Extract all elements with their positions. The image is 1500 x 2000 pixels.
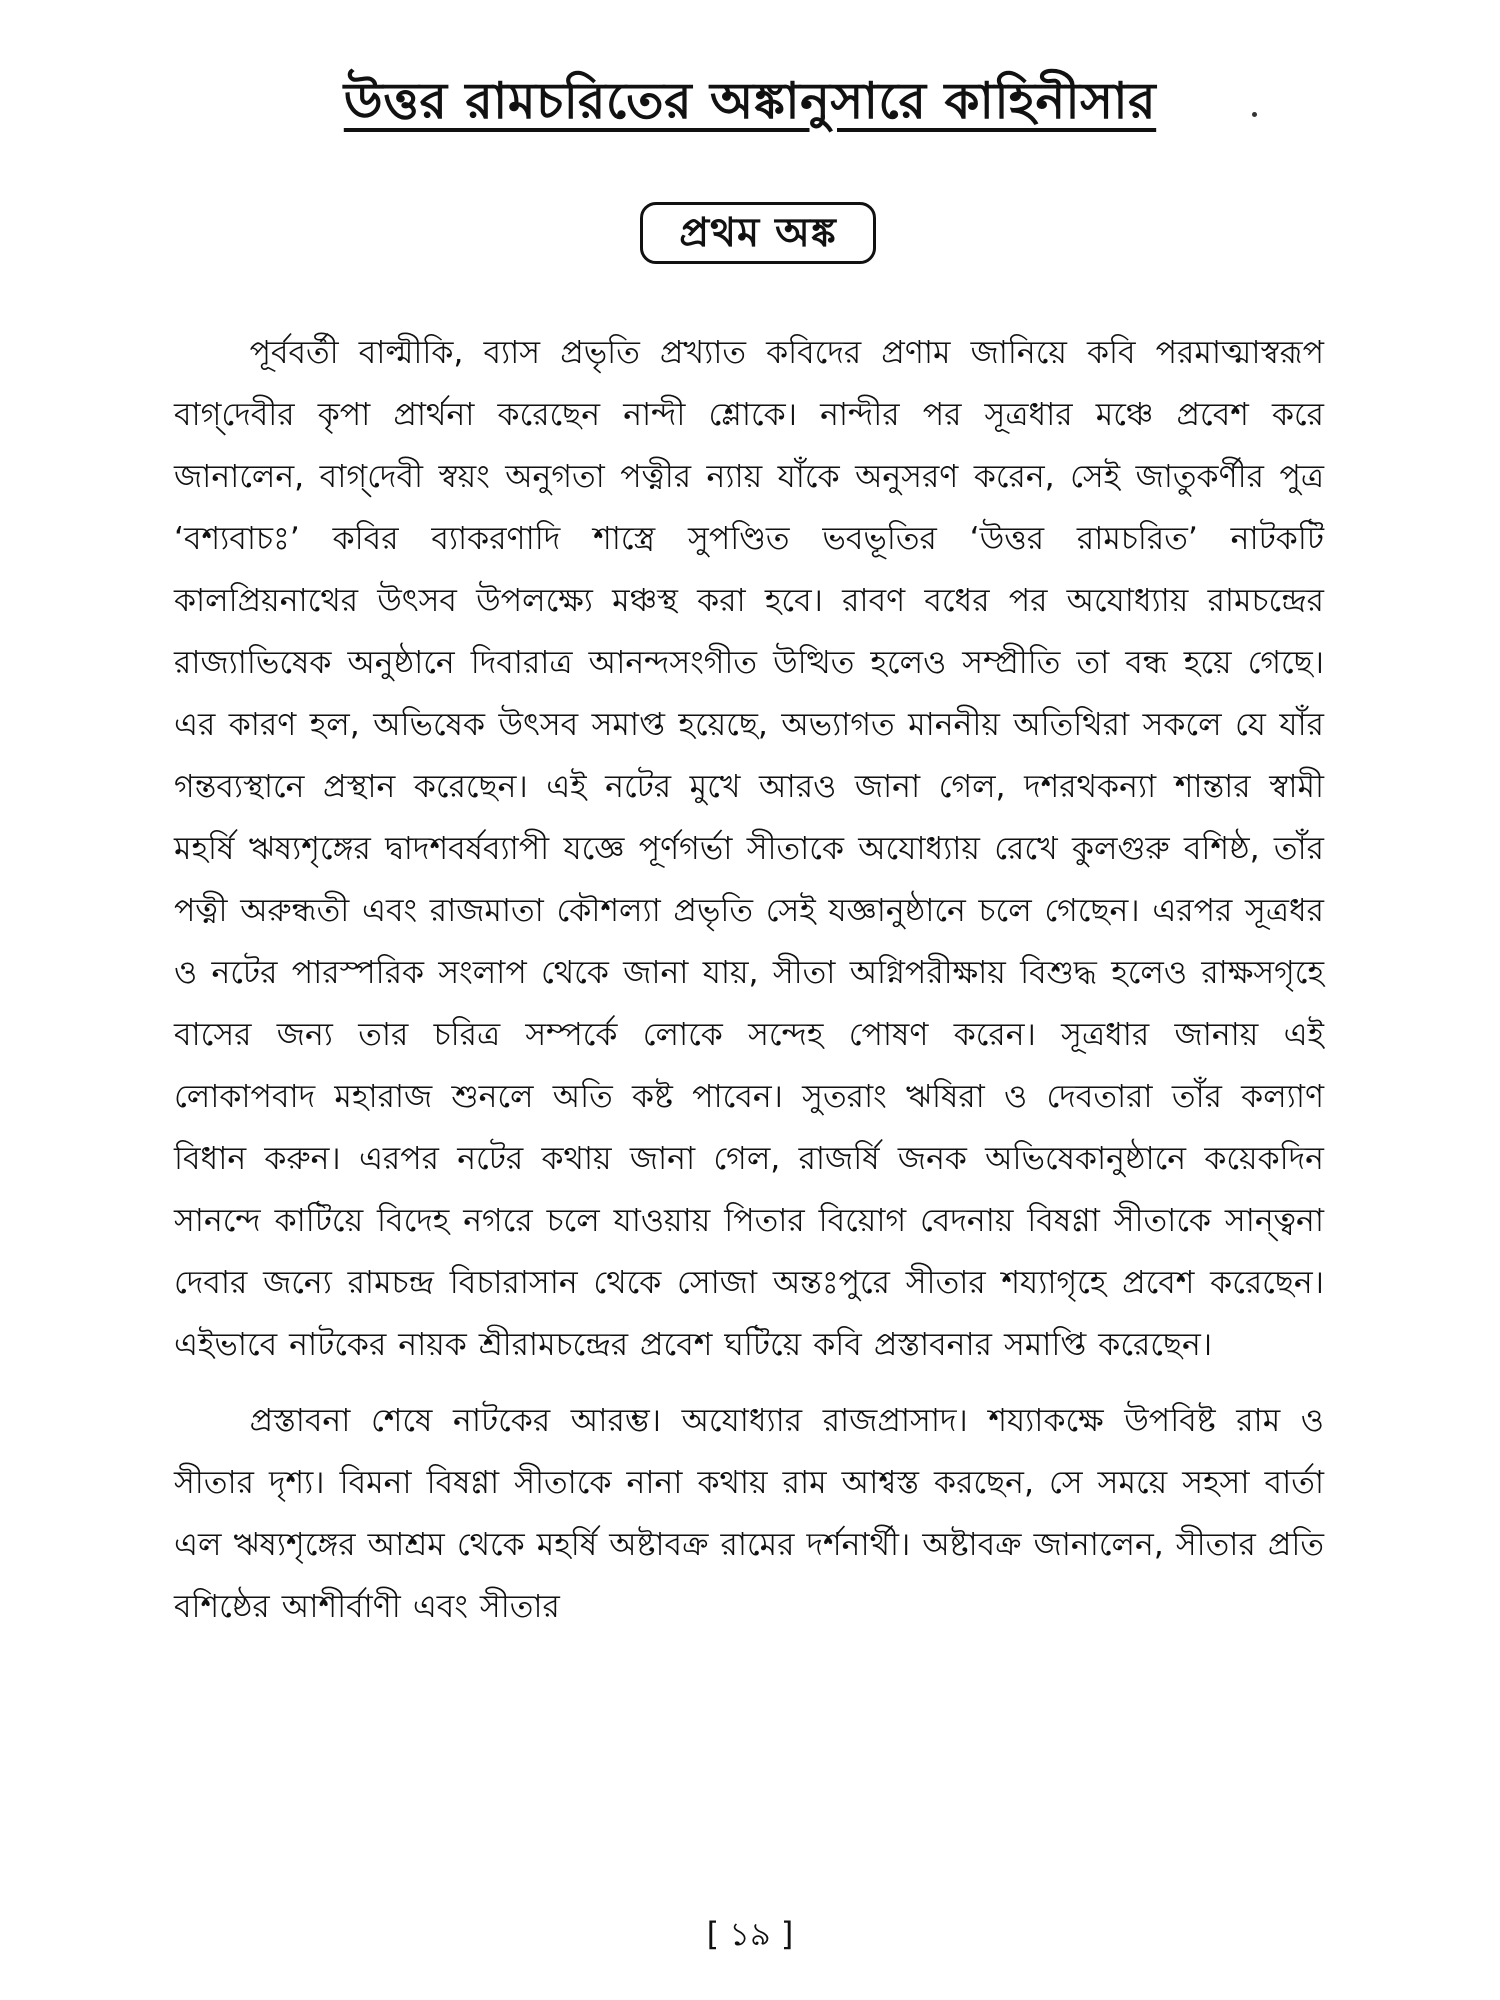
act-heading-box bbox=[640, 202, 876, 264]
page-title: উত্তর রামচরিতের অঙ্কানুসারে কাহিনীসার bbox=[343, 72, 1157, 130]
page-number: [ ১৯ ] bbox=[706, 1915, 794, 1953]
paragraph: পূর্ববর্তী বাল্মীকি, ব্যাস প্রভৃতি প্রখ্যাত কবিদের প্রণাম জানিয়ে কবি পরমাত্মাস্বরূপ বাগ্‌দেবীর কৃপা প্রার্থনা করেছেন নান্দী শ্লোকে। নান্দীর পর সূত্রধার মঞ্চে প্রবেশ করে জানালেন, বাগ্‌দেবী স্বয়ং অনুগতা পত্নীর ন্যায় যাঁকে অনুসরণ করেন, সেই জাতুকর্ণীর পুত্র ‘বশ্যবাচঃ’ কবির ব্যাকরণাদি শাস্ত্রে সুপণ্ডিত ভবভূতির ‘উত্তর রামচরিত’ নাটকটি কালপ্রিয়নাথের উৎসব উপলক্ষ্যে মঞ্চস্থ করা হবে। রাবণ বধের পর অযোধ্যায় রামচন্দ্রের রাজ্যাভিষেক অনুষ্ঠানে দিবারাত্র আনন্দসংগীত উত্থিত হলেও সম্প্রীতি তা বন্ধ হয়ে গেছে। এর কারণ হল, অভিষেক উৎসব সমাপ্ত হয়েছে, অভ্যাগত মাননীয় অতিথিরা সকলে যে যাঁর গন্তব্যস্থানে প্রস্থান করেছেন। এই নটের মুখে আরও জানা গেল, দশরথকন্যা শান্তার স্বামী মহর্ষি ঋষ্যশৃঙ্গের দ্বাদশবর্ষব্যাপী যজ্ঞে পূর্ণগর্ভা সীতাকে অযোধ্যায় রেখে কুলগুরু বশিষ্ঠ, তাঁর পত্নী অরুন্ধতী এবং রাজমাতা কৌশল্যা প্রভৃতি সেই যজ্ঞানুষ্ঠানে চলে গেছেন। এরপর সূত্রধর ও নটের পারস্পরিক সংলাপ থেকে জানা যায়, সীতা অগ্নিপরীক্ষায় বিশুদ্ধ হলেও রাক্ষসগৃহে বাসের জন্য তার চরিত্র সম্পর্কে লোকে সন্দেহ পোষণ করেন। সূত্রধার জানায় এই লোকাপবাদ মহারাজ শুনলে অতি কষ্ট পাবেন। সুতরাং ঋষিরা ও দেবতারা তাঁর কল্যাণ বিধান করুন। এরপর নটের কথায় জানা গেল, রাজর্ষি জনক অভিষেকানুষ্ঠানে কয়েকদিন সানন্দে কাটিয়ে বিদেহ নগরে চলে যাওয়ায় পিতার বিয়োগ বেদনায় বিষণ্ণা সীতাকে সান্ত্বনা দেবার জন্যে রামচন্দ্র বিচারাসান থেকে সোজা অন্তঃপুরে সীতার শয্যাগৃহে প্রবেশ করেছেন। এইভাবে নাটকের নায়ক শ্রীরামচন্দ্রের প্রবেশ ঘটিয়ে কবি প্রস্তাবনার সমাপ্তি করেছেন। bbox=[174, 335, 1324, 1363]
act-heading: প্রথম অঙ্ক bbox=[679, 210, 837, 256]
paragraph: প্রস্তাবনা শেষে নাটকের আরম্ভ। অযোধ্যার রাজপ্রাসাদ। শয্যাকক্ষে উপবিষ্ট রাম ও সীতার দৃশ্য। বিমনা বিষণ্ণা সীতাকে নানা কথায় রাম আশ্বস্ত করছেন, সে সময়ে সহসা বার্তা এল ঋষ্যশৃঙ্গের আশ্রম থেকে মহর্ষি অষ্টাবক্র রামের দর্শনার্থী। অষ্টাবক্র জানালেন, সীতার প্রতি বশিষ্ঠের আশীর্বাণী এবং সীতার bbox=[174, 1403, 1324, 1625]
body-text bbox=[174, 322, 1324, 1638]
title-stray-mark bbox=[1252, 112, 1257, 117]
